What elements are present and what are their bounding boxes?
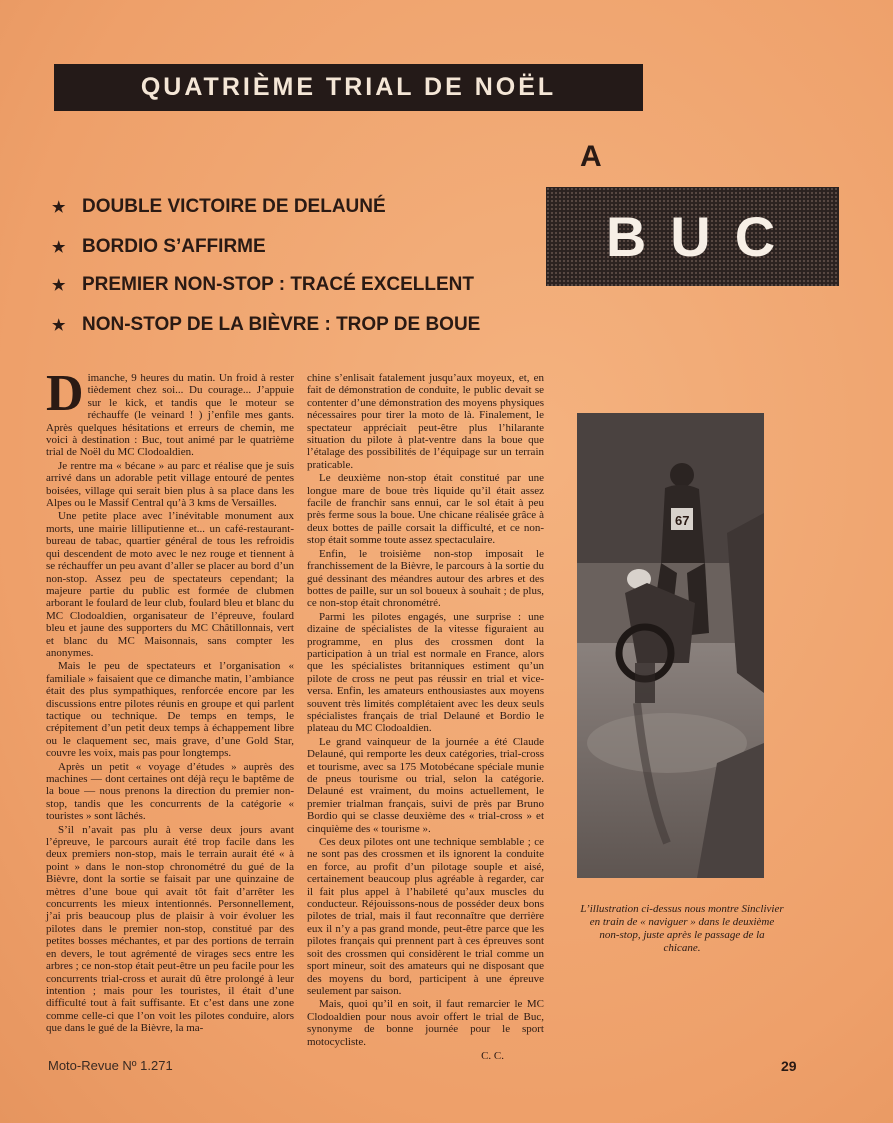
paragraph: S’il n’avait pas plu à verse deux jours avant l’épreuve, le parcours aurait été trop facile dans les deux premiers non-stop, mais le terrain aurait été « à point » dans le non-stop chronométré du gué de la Bièvre, dont la sortie se faisait par une quinzaine de mètres d’une boue qui avait tôt fait d’arrêter les concurrents les mieux intentionnés. Personnellement, j’ai pris beaucoup plus de plaisir à voir évoluer les pilotes dans le premier non-stop, constitué par des petites bosses méchantes, et par des portions de terrain en devers, le tout agrémenté de virages secs entre les arbres ; ce non-stop était peut-être un peu facile pour les concurrents trial-cross et aurait dû être prolongé à leur intention ; mais pour les touristes, il était d’une difficulté tout à fait suffisante. Et c’est dans une zone comme celle-ci que l’on voit les pilotes conduire, alors que dans le gué de la Bièvre, la ma- xyxy=(46,823,294,1035)
headline-4 xyxy=(52,314,480,336)
motorcycle-rider-photo xyxy=(577,413,764,878)
headline-text: DOUBLE VICTOIRE DE DELAUNÉ xyxy=(82,196,386,217)
star-icon: ★ xyxy=(52,199,66,216)
author-signature: C. C. xyxy=(481,1049,504,1062)
photo-illustration xyxy=(577,413,764,878)
page-number: 29 xyxy=(781,1058,797,1074)
photo-caption: L’illustration ci-dessus nous montre Sinclivier en train de « naviguer » dans le deuxième non-stop, juste après le passage de la chicane. xyxy=(580,903,784,954)
paragraph: Parmi les pilotes engagés, une surprise : une dizaine de spécialistes de la vitesse figuraient au programme, en plus des crossmen dont la participation à un trial est normale en France, alors que les spécialistes britanniques estiment qu’un pilote de cross ne peut pas réussir en trial et vice-versa. Enfin, les amateurs enthousiastes aux moyens souvent très limités complétaient avec les deux seuls spécialistes français de trial Delauné et Bordio le plateau du MC Clodoaldien. xyxy=(307,610,544,735)
paragraph: Dimanche, 9 heures du matin. Un froid à rester tièdement chez soi... Du courage... J’appuie sur le kick, et tandis que le moteur se réchauffe (le veinard ! ) j’enfile mes gants. Après quelques hésitations et erreurs de chemin, me voici à destination : Buc, tout animé par le quatrième trial de Noël du MC Clodoaldien. xyxy=(46,365,294,459)
star-icon: ★ xyxy=(52,239,66,256)
paragraph: Mais le peu de spectateurs et l’organisation « familiale » faisaient que ce dimanche matin, l’ambiance était des plus sympathiques, renforcée encore par les discussions entre pilotes réunis en groupe et qui parlent tactique ou technique. De temps en temps, le crépitement d’un petit deux temps à échappement libre ou le claquement sec, mais grave, d’une Gold Star, couvre les voix, mais pas pour longtemps. xyxy=(46,660,294,760)
paragraph: Le deuxième non-stop était constitué par une longue mare de boue très liquide qu’il était assez facile de franchir sans ennui, car le sol était à peu près ferme sous la boue. Une chicane réalisée grâce à deux bottes de paille corsait la difficulté, et ce non-stop était somme toute assez spectaculaire. xyxy=(307,472,544,547)
headline-1 xyxy=(52,196,386,218)
paragraph: Après un petit « voyage d’études » auprès des machines — dont certaines ont déjà reçu le baptême de la boue — nous prenons la direction du premier non-stop, tandis que les concurrents de la catégorie « touristes » sont lâchés. xyxy=(46,760,294,823)
rider-number: 67 xyxy=(675,513,690,528)
headline-2 xyxy=(52,236,266,258)
headline-text: PREMIER NON-STOP : TRACÉ EXCELLENT xyxy=(82,274,474,295)
article-title: QUATRIÈME TRIAL DE NOËL xyxy=(54,64,643,111)
paragraph: Une petite place avec l’inévitable monument aux morts, une mairie lilliputienne et... un café-restaurant-bureau de tabac, quartier général de tous les refroidis qui descendent de moto avec le nez rouge et tiennent à se réchauffer un peu avant d’aller se placer au bord d’un non-stop. Assez peu de spectateurs cependant; la majeure partie du public est formée de clubmen arborant le foulard de leur club, foulard bleu et blanc du MC Clodoaldien, organisateur de l’épreuve, foulard bleu et jaune des supporters du MC Châtillonnais, vert et blanc du MC Maisonnais, sans compter les anonymes. xyxy=(46,510,294,659)
title-a: A xyxy=(580,140,602,173)
article-column-1 xyxy=(46,365,294,1036)
star-icon: ★ xyxy=(52,317,66,334)
paragraph: Le grand vainqueur de la journée a été Claude Delauné, qui remporte les deux catégories, trial-cross et tourisme, avec sa 175 Motobécane spéciale munie de pneus tourisme ou trial, selon la catégorie. Delauné est vraiment, du moins actuellement, le premier trialman français, suivi de près par Bruno Bordio qui se classe deuxième des « trial-cross » et cinquième des « tourisme ». xyxy=(307,735,544,835)
headline-3 xyxy=(52,274,474,296)
paragraph: Enfin, le troisième non-stop imposait le franchissement de la Bièvre, le parcours à la sortie du gué dessinant des méandres autour des arbres et des bottes de paille, sur un sol boueux à souhait ; de plus, ce non-stop était chronométré. xyxy=(307,547,544,610)
article-column-2 xyxy=(307,372,544,1062)
paragraph: Je rentre ma « bécane » au parc et réalise que je suis arrivé dans un adorable petit village entouré de pentes boisées, village qui serait bien plus à sa place dans les Alpes ou le Massif Central qu’à 3 kms de Versailles. xyxy=(46,459,294,510)
dropcap: D xyxy=(46,365,84,422)
paragraph: Mais, quoi qu’il en soit, il faut remarcier le MC Clodoaldien pour nous avoir offert le trial de Buc, synonyme de bonne journée pour le sport motocycliste. xyxy=(307,998,544,1048)
paragraph: chine s’enlisait fatalement jusqu’aux moyeux, et, en fait de démonstration de conduite, le public devait se contenter d’une démonstration des moyens physiques nécessaires pour tirer la moto de là. Finalement, le spectateur appréciait peut-être plus l’hilarante situation du pilote à plat-ventre dans la boue que l’étalage des possibilités de l’équipage sur un terrain praticable. xyxy=(307,372,544,471)
star-icon: ★ xyxy=(52,277,66,294)
place-banner: BUC xyxy=(546,187,839,286)
magazine-footer: Moto-Revue Nº 1.271 xyxy=(48,1058,173,1073)
headline-text: NON-STOP DE LA BIÈVRE : TROP DE BOUE xyxy=(82,314,481,335)
paragraph: Ces deux pilotes ont une technique semblable ; ce ne sont pas des crossmen et ils ignorent la conduite en force, au profit d’un pilotage souple et aisé, certainement beaucoup plus agréable à regarder, car il fait plus appel à l’habileté qu’aux muscles du conducteur. Réjouissons-nous de posséder deux bons pilotes de trial, mais il faut reconnaître que derrière eux il n’y a pas grand monde, peut-être parce que les pilotes français qui prennent part à ces épreuves sont soit des crossmen qui considèrent le trial comme un sport mineur, soit des amateurs qui ne disposant que des moyens du bord, participent à une épreuve seulement par saison. xyxy=(307,836,544,997)
headline-text: BORDIO S’AFFIRME xyxy=(82,236,266,257)
